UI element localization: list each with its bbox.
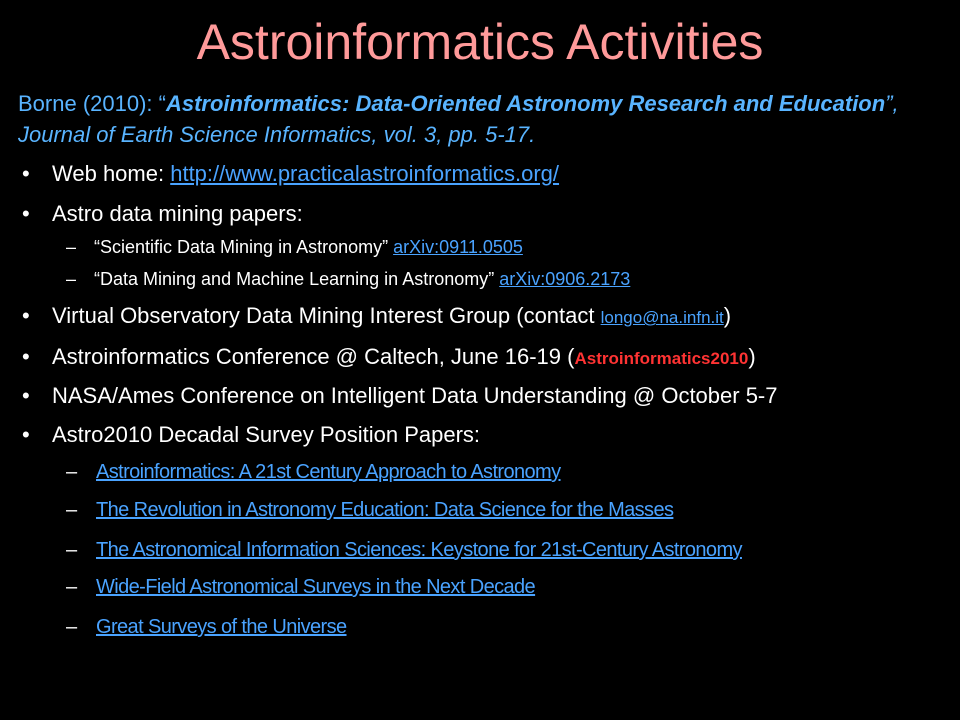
caltech-highlight: Astroinformatics2010: [574, 349, 749, 368]
paper-link[interactable]: arXiv:0911.0505: [393, 237, 523, 257]
nasa-item: [22, 382, 778, 410]
vo-close: ): [723, 303, 732, 328]
decadal-paper-item: [66, 614, 347, 640]
citation-title: Astroinformatics: Data-Oriented Astronomy Research and Education: [165, 91, 886, 116]
vo-item: [22, 302, 731, 332]
bullet: •: [22, 201, 30, 226]
decadal-item: [22, 421, 480, 449]
papers-label: Astro data mining papers:: [52, 201, 303, 226]
decadal-paper-item: [66, 459, 561, 485]
bullet: •: [22, 161, 30, 186]
dash: –: [66, 269, 77, 289]
dash: –: [66, 576, 78, 598]
paper-item: [66, 267, 630, 291]
decadal-paper-link[interactable]: The Astronomical Information Sciences: Keystone for 21st-Century Astronomy: [96, 539, 742, 561]
decadal-paper-link[interactable]: The Revolution in Astronomy Education: Data Science for the Masses: [96, 499, 674, 521]
dash: –: [66, 616, 78, 638]
papers-item: [22, 200, 303, 228]
bullet: •: [22, 422, 30, 447]
dash: –: [66, 461, 78, 483]
bullet: •: [22, 344, 30, 369]
web-home-item: [22, 160, 559, 188]
paper-item: [66, 235, 523, 259]
citation-suffix: ”, Journal of Earth Science Informatics, vol. 3, pp. 5-17.: [18, 91, 899, 147]
citation-prefix: Borne (2010): “: [18, 91, 166, 116]
vo-text: Virtual Observatory Data Mining Interest Group (contact: [52, 303, 601, 328]
dash: –: [66, 539, 78, 561]
paper-link[interactable]: arXiv:0906.2173: [499, 269, 631, 289]
bullet: •: [22, 383, 30, 408]
caltech-close: ): [748, 344, 756, 369]
citation: [18, 88, 948, 150]
decadal-label: Astro2010 Decadal Survey Position Papers:: [52, 422, 481, 447]
decadal-paper-item: [66, 497, 673, 523]
decadal-paper-link[interactable]: Astroinformatics: A 21st Century Approach to Astronomy: [96, 461, 561, 483]
nasa-text: NASA/Ames Conference on Intelligent Data Understanding @ October 5-7: [52, 383, 778, 408]
vo-contact-link[interactable]: longo@na.infn.it: [600, 308, 724, 327]
caltech-item: [22, 343, 756, 373]
decadal-paper-item: [66, 574, 535, 600]
bullet: •: [22, 303, 30, 328]
decadal-paper-link[interactable]: Great Surveys of the Universe: [96, 616, 347, 638]
dash: –: [66, 499, 78, 521]
paper-title: “Scientific Data Mining in Astronomy”: [94, 237, 394, 257]
decadal-paper-item: [66, 537, 742, 563]
decadal-paper-link[interactable]: Wide-Field Astronomical Surveys in the Next Decade: [96, 576, 536, 598]
paper-title: “Data Mining and Machine Learning in Astronomy”: [94, 269, 500, 289]
web-home-link[interactable]: http://www.practicalastroinformatics.org/: [170, 161, 560, 186]
slide-title: Astroinformatics Activities: [196, 14, 764, 70]
caltech-text: Astroinformatics Conference @ Caltech, June 16-19 (: [52, 344, 575, 369]
web-home-label: Web home:: [52, 161, 171, 186]
dash: –: [66, 237, 77, 257]
